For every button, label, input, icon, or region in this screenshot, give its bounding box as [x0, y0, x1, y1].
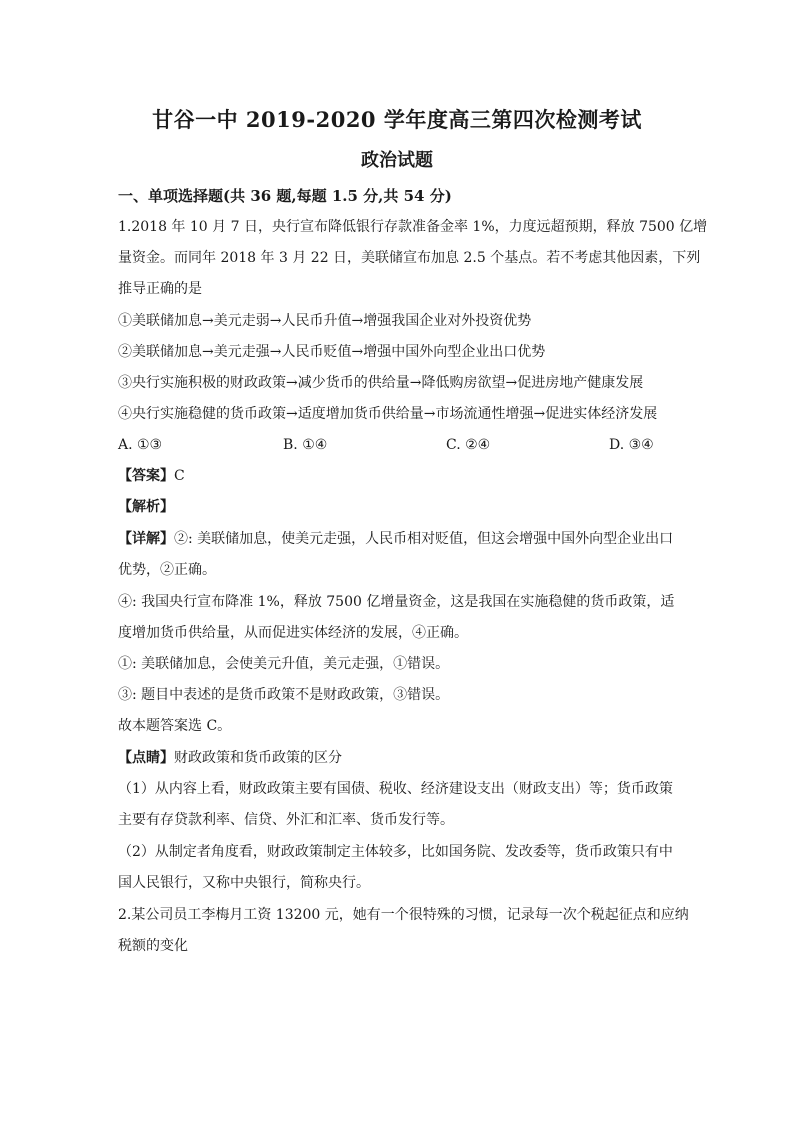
detail-line: ①: 美联储加息，会使美元升值，美元走强，①错误。: [118, 656, 450, 672]
detail-line: 度增加货币供给量，从而促进实体经济的发展，④正确。: [118, 625, 468, 641]
analysis-tag: 【解析】: [118, 499, 174, 515]
detail-line: 故本题答案选 C。: [118, 718, 232, 734]
tip-line: （1）从内容上看，财政政策主要有国债、税收、经济建设支出（财政支出）等；货币政策: [118, 781, 673, 797]
q1-stem-line: 1.2018 年 10 月 7 日，央行宣布降低银行存款准备金率 1%，力度远超预期，释放 7500 亿增: [118, 219, 708, 235]
answer-tag: 【答案】: [118, 468, 174, 484]
detail-tag: 【详解】: [118, 531, 174, 547]
detail-line: 优势，②正确。: [118, 562, 216, 578]
q1-stem-line: 推导正确的是: [118, 281, 202, 297]
q1-item: ②美联储加息→美元走强→人民币贬值→增强中国外向型企业出口优势: [118, 344, 546, 360]
q1-stem-line: 量资金。而同年 2018 年 3 月 22 日，美联储宣布加息 2.5 个基点。若不考虑其他因素，下列: [118, 250, 701, 266]
detail-line: ④: 我国央行宣布降准 1%，释放 7500 亿增量资金，这是我国在实施稳健的货币政策，适: [118, 594, 675, 610]
q1-option-d: D. ③④: [609, 437, 654, 453]
q1-item: ③央行实施积极的财政政策→减少货币的供给量→降低购房欲望→促进房地产健康发展: [118, 375, 644, 391]
q2-stem-line: 税额的变化: [118, 938, 188, 954]
detail-line: ②: 美联储加息，使美元走强，人民币相对贬值，但这会增强中国外向型企业出口: [174, 531, 674, 547]
exam-subtitle: 政治试题: [361, 150, 433, 171]
tip-line: 国人民银行，又称中央银行，简称央行。: [118, 875, 370, 891]
tip-title: 财政政策和货币政策的区分: [174, 750, 342, 766]
tip-line: 主要有存贷款利率、信贷、外汇和汇率、货币发行等。: [118, 812, 454, 828]
tip-tag: 【点睛】: [118, 750, 174, 766]
q1-option-c: C. ②④: [446, 437, 491, 453]
q1-answer: [118, 466, 688, 486]
q2-stem-line: 2.某公司员工李梅月工资 13200 元，她有一个很特殊的习惯，记录每一次个税起征点和应纳: [118, 907, 689, 923]
exam-title: 甘谷一中 2019-2020 学年度高三第四次检测考试: [152, 107, 642, 132]
q1-detail-first: [118, 529, 688, 549]
q1-item: ①美联储加息→美元走弱→人民币升值→增强我国企业对外投资优势: [118, 313, 532, 329]
answer-value: C: [174, 468, 185, 484]
q1-item: ④央行实施稳健的货币政策→适度增加货币供给量→市场流通性增强→促进实体经济发展: [118, 406, 658, 422]
section-heading: 一、单项选择题(共 36 题,每题 1.5 分,共 54 分): [118, 187, 452, 205]
detail-line: ③: 题目中表述的是货币政策不是财政政策，③错误。: [118, 687, 450, 703]
q1-option-b: B. ①④: [283, 437, 328, 453]
q1-option-a: A. ①③: [118, 437, 163, 453]
tip-line: （2）从制定者角度看，财政政策制定主体较多，比如国务院、发改委等，货币政策只有中: [118, 844, 673, 860]
q1-tip-heading: [118, 748, 688, 768]
